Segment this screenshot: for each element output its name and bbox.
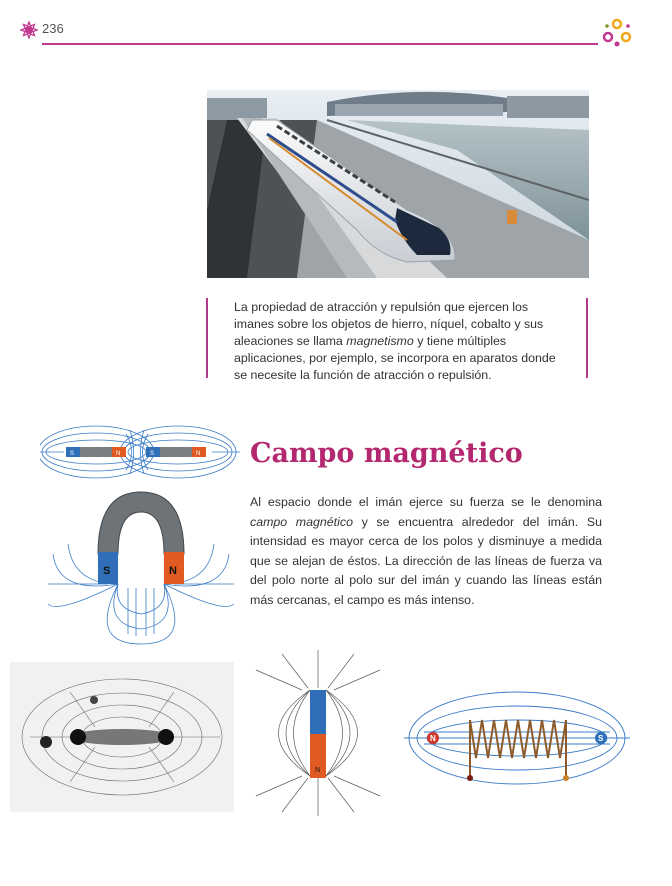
solenoid-north-label: N	[430, 734, 436, 743]
horseshoe-south-label: S	[103, 565, 111, 577]
caption-left-rule	[206, 298, 208, 378]
solenoid-field-diagram	[404, 680, 630, 800]
vertical-magnet-north-label: N	[315, 767, 321, 774]
section-logo-icon	[20, 21, 38, 39]
iron-filings-photo	[10, 662, 234, 812]
solenoid-south-label: S	[598, 734, 604, 743]
vertical-magnet-filings-diagram	[252, 650, 384, 816]
horseshoe-magnet-field-diagram	[48, 484, 234, 648]
header-rule	[42, 43, 598, 45]
bar-magnet-1-south-label: S	[70, 451, 75, 457]
caption-emphasis: magnetismo	[346, 334, 414, 348]
maglev-train-photo	[207, 90, 589, 278]
caption-text	[234, 299, 568, 384]
bar-magnet-1-north-label: N	[116, 451, 121, 457]
bar-magnet-2-south-label: S	[150, 451, 155, 457]
bar-magnets-field-diagram	[40, 424, 240, 480]
horseshoe-north-label: N	[169, 565, 177, 577]
body-text-part: Al espacio donde el imán ejerce su fuerza se le denomina	[250, 495, 602, 509]
bar-magnet-2-north-label: N	[196, 451, 201, 457]
caption-text-part: La propiedad de atracción y repulsión que ejercen los imanes sobre los objetos de hierro, níquel, cobalto y sus aleaciones se llama	[234, 300, 544, 348]
body-text-part: y se encuentra alrededor del imán. Su intensidad es mayor cerca de los polos y disminuye a medida que se alejan de éstos. La dirección de las líneas de fuerza va del polo norte al polo sur del imán y cuando las líneas están más cercanas, el campo es más intenso.	[250, 514, 602, 607]
decorative-logo-icon	[602, 18, 632, 48]
photo-caption	[206, 298, 588, 382]
caption-right-rule	[586, 298, 588, 378]
page-number: 236	[42, 21, 64, 36]
section-title: Campo magnético	[250, 438, 523, 469]
body-emphasis: campo magnético	[250, 514, 353, 529]
caption-text-part: y tiene múltiples aplicaciones, por ejemplo, se incorpora en aparatos donde se necesite la función de atracción o repulsión.	[234, 334, 556, 382]
section-body-text	[250, 493, 602, 610]
